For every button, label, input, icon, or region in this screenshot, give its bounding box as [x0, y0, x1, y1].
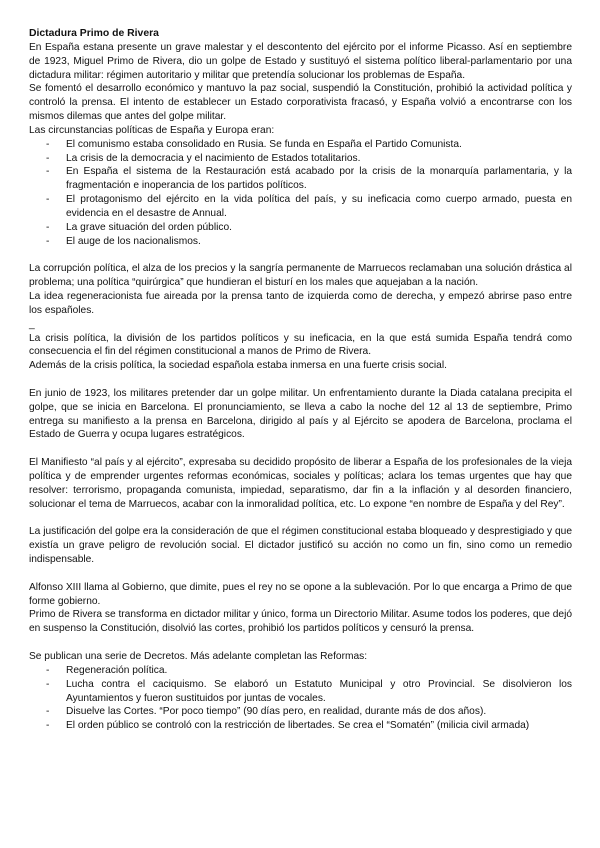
intro-paragraph-2: Se fomentó el desarrollo económico y mantuvo la paz social, suspendió la Constitución, prohibió la actividad política y controló la prensa. El intento de establecer un Estado corporativista fracasó, y España volvió a encontrarse con los mismos dilemas que antes del golpe militar. — [29, 83, 572, 123]
bullet-dash: - — [46, 138, 50, 150]
document-title: Dictadura Primo de Rivera — [29, 28, 159, 39]
intro-paragraph-3: Las circunstancias políticas de España y Europa eran: — [29, 124, 275, 136]
list-item: - Lucha contra el caciquismo. Se elaboró un Estatuto Municipal y otro Provincial. Se disolvieron los Ayuntamientos y fueron sustituidos por juntas de vocales. — [46, 678, 572, 704]
list-item: - El orden público se controló con la restricción de libertades. Se crea el “Somatén” (milicia civil armada) — [46, 720, 530, 732]
list-item: - Disuelve las Cortes. “Por poco tiempo” (90 días pero, en realidad, durante más de dos años). — [46, 706, 487, 718]
separator: _ — [29, 318, 35, 330]
bullet-dash: - — [46, 166, 50, 178]
crisis-paragraph-2: Además de la crisis política, la sociedad española estaba inmersa en una fuerte crisis social. — [29, 360, 447, 372]
decrees-intro: Se publican una serie de Decretos. Más adelante completan las Reformas: — [29, 650, 368, 662]
alfonso-paragraph-2: Primo de Rivera se transforma en dictador militar y único, forma un Directorio Militar. Asume todos los poderes, que dejó en suspenso la Constitución, disolvió las cortes, prohibió los partidos políticos y censuró la prensa. — [29, 609, 573, 635]
list-item: - El auge de los nacionalismos. — [46, 235, 201, 247]
bullet-dash: - — [46, 152, 50, 164]
manifesto-paragraph: El Manifiesto “al país y al ejército”, expresaba su decidido propósito de liberar a España de los profesionales de la vieja política y de emprender urgentes reformas económicas, sociales y políticas; aclara los temas urgentes que hay que resolver: terrorismo, propaganda comunista, impiedad, separatismo, dar fin a la inflación y al desorden financiero, solucionar el tema de Marruecos, acabar con la inmoralidad política, etc. Lo expone “en nombre de España y del Rey”. — [29, 457, 572, 510]
bullet-dash: - — [46, 221, 50, 233]
justification-paragraph: La justificación del golpe era la consideración de que el régimen constitucional estaba bloqueado y desprestigiado y que existía un grave peligro de revolución social. El dictador justificó su acción no como un fin, sino como un remedio indispensable. — [29, 526, 572, 566]
bullet-dash: - — [46, 664, 50, 676]
list-item: - La crisis de la democracia y el nacimiento de Estados totalitarios. — [46, 152, 361, 164]
bullet-dash: - — [46, 706, 50, 718]
crisis-paragraph-1: La crisis política, la división de los partidos políticos y su ineficacia, en la que está sumida España tendrá como consecuencia el fin del régimen constitucional a manos de Primo de Rivera. — [29, 332, 572, 358]
bullet-dash: - — [46, 678, 50, 690]
bullet-dash: - — [46, 235, 50, 247]
alfonso-paragraph-1: Alfonso XIII llama al Gobierno, que dimite, pues el rey no se opone a la sublevación. Por lo que encarga a Primo de que forme gobierno. — [29, 581, 572, 607]
circumstances-list — [29, 138, 572, 249]
coup-paragraph: En junio de 1923, los militares pretender dar un golpe militar. Un enfrentamiento durante la Diada catalana precipita el golpe, que se inicia en Barcelona. El pronunciamiento, se lleva a cabo la noche del 12 al 13 de septiembre, Primo entrega su manifiesto a la prensa en Barcelona, dirigido al país y al Ejército se apodera de Barcelona, proclama el Estado de Guerra y ocupa lugares estratégicos. — [29, 387, 572, 441]
corruption-paragraph-1: La corrupción política, el alza de los precios y la sangría permanente de Marruecos reclamaban una solución drástica al problema; una política “quirúrgica” que hundieran el bisturí en los males que aquejaban a la nación. — [29, 263, 572, 289]
bullet-dash: - — [46, 194, 50, 206]
corruption-paragraph-2: La idea regeneracionista fue aireada por la prensa tanto de izquierda como de derecha, y empezó abrirse paso entre los españoles. — [29, 291, 572, 316]
decrees-list — [29, 664, 572, 733]
bullet-dash: - — [46, 720, 50, 732]
list-item: - La grave situación del orden público. — [46, 221, 232, 233]
list-item: - Regeneración política. — [46, 664, 168, 676]
list-item: - El comunismo estaba consolidado en Rusia. Se funda en España el Partido Comunista. — [46, 138, 462, 150]
intro-paragraph-1: En España estana presente un grave malestar y el descontento del ejército por el informe Picasso. Así en septiembre de 1923, Miguel Primo de Rivera, dio un golpe de Estado y sustituyó el sistema político liberal-parlamentario por una dictadura militar: régimen autoritario y militar que pretendía solucionar los problemas de España. — [29, 41, 572, 81]
list-item: - En España el sistema de la Restauración está acabado por la crisis de la monarquía parlamentaria, y la fragmentación e inoperancia de los partidos políticos. — [46, 166, 572, 192]
list-item: - El protagonismo del ejército en la vida política del país, y su ineficacia como cuerpo armado, puesta en evidencia en el desastre de Annual. — [46, 194, 572, 219]
